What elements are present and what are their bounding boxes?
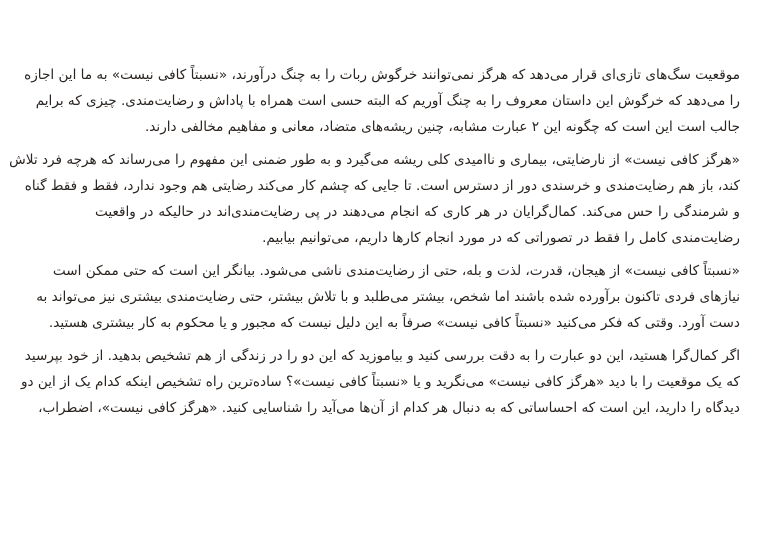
text-line: کند، باز هم رضایت‌مندی و خرسندی دور از دسترس است. تا جایی که چشم کار می‌کند رضایتی هم وجود ندارد، فقط و فقط گناه	[24, 178, 740, 194]
text-line: دست آورد. وقتی که فکر می‌کنید «نسبتاً کافی نیست» صرفاً به این دلیل نیست که مجبور و یا محکوم به کار بیشتری هستید.	[48, 315, 740, 331]
text-line: را می‌دهد که خرگوش این داستان معروف را به چنگ آوریم که البته حسی است همراه با پاداش و رضایت‌مندی. چیزی که برایم	[35, 93, 740, 109]
text-line: و شرمندگی را حس می‌کند. کمال‌گرایان در هر کاری که انجام می‌دهند در پی رضایت‌مندی‌اند در حالیکه در واقعیت	[95, 204, 740, 220]
text-line: جالب است این است که چگونه این ۲ عبارت مشابه، چنین ریشه‌های متضاد، معانی و مفاهیم مخالفی دارند.	[144, 119, 740, 135]
text-line: رضایت‌مندی کامل را فقط در تصوراتی که در مورد انجام کارها داریم، می‌توانیم بیابیم.	[262, 230, 740, 246]
text-line: اگر کمال‌گرا هستید، این دو عبارت را به دقت بررسی کنید و بیاموزید که این دو را در زندگی از هم تشخیص بدهید. از خود بپرسید	[24, 348, 740, 364]
paragraph-4	[20, 343, 740, 421]
paragraph-1	[24, 62, 740, 140]
text-line: دیدگاه را دارید، این است که احساساتی که به دنبال هر کدام از آن‌ها می‌آید را شناسایی کنید. «هرگز کافی نیست»، اضطراب،	[38, 400, 740, 416]
paragraph-3	[36, 258, 740, 336]
text-line: «نسبتاً کافی نیست» از هیجان، قدرت، لذت و بله، حتی از رضایت‌مندی ناشی می‌شود. بیانگر این است که حتی ممکن است	[52, 263, 740, 279]
body-text	[9, 62, 740, 428]
text-line: که یک موقعیت را با دید «هرگز کافی نیست» می‌نگرید و یا «نسبتاً کافی نیست»؟ ساده‌ترین راه تشخیص اینکه کدام یک از این دو	[20, 374, 740, 390]
paragraph-2	[9, 147, 740, 251]
text-line: «هرگز کافی نیست» از نارضایتی، بیماری و ناامیدی کلی ریشه می‌گیرد و به طور ضمنی این مفهوم را می‌رساند که هرچه فرد تلاش	[9, 152, 740, 168]
text-line: موقعیت سگ‌های تازی‌ای قرار می‌دهد که هرگز نمی‌توانند خرگوش ربات را به چنگ درآورند، «نسبتاً کافی نیست» به ما این اجازه	[24, 67, 740, 83]
text-line: نیازهای فردی تاکنون برآورده شده باشند اما شخص، بیشتر می‌طلبد و با تلاش بیشتر، حتی رضایت‌مندی بیشتری نیز می‌تواند به	[36, 289, 740, 305]
